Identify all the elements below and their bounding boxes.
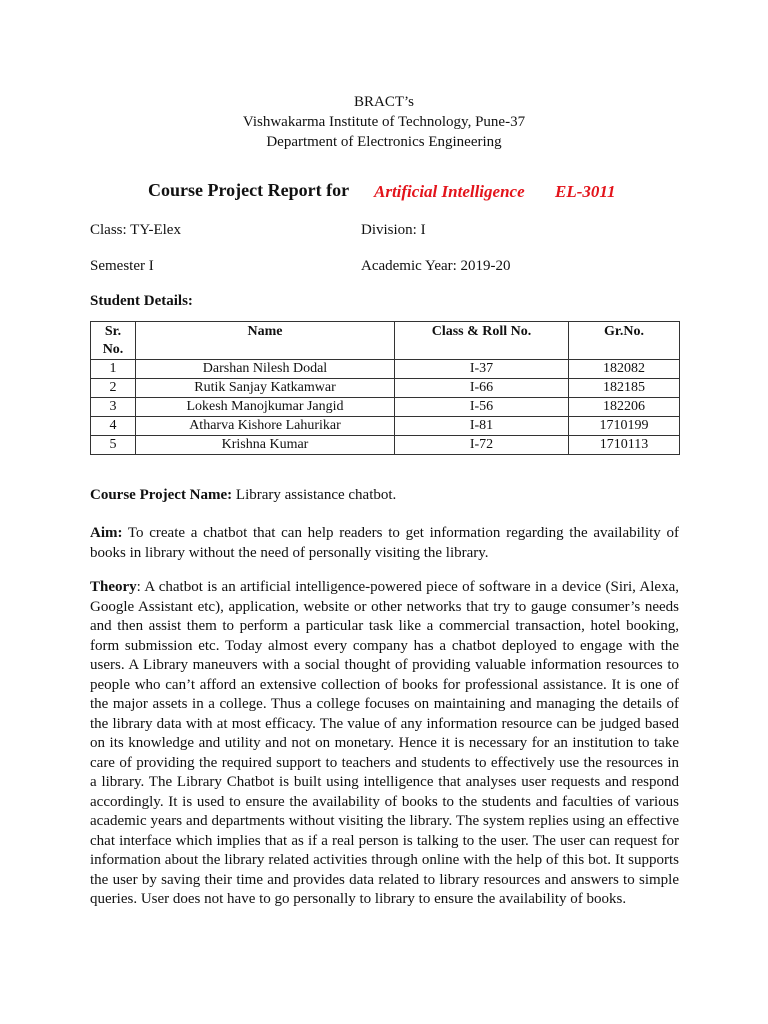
table-header-row: [91, 322, 680, 360]
course-project-name: [90, 487, 396, 504]
cell-gr-no: 182185: [569, 379, 680, 398]
cell-class-roll: I-56: [395, 398, 569, 417]
academic-year-field: Academic Year: 2019-20: [361, 258, 511, 274]
title-course-code: EL-3011: [555, 182, 616, 201]
cell-gr-no: 1710199: [569, 417, 680, 436]
cell-class-roll: I-81: [395, 417, 569, 436]
table-row: [91, 436, 680, 455]
semester-field: Semester I: [90, 258, 154, 274]
student-details-table: [90, 321, 680, 455]
table-row: [91, 417, 680, 436]
header-sr-no: Sr. No.: [91, 322, 136, 360]
institution-header: [0, 92, 768, 152]
project-name-value: Library assistance chatbot.: [232, 487, 397, 503]
cell-name: Krishna Kumar: [136, 436, 395, 455]
cell-name: Atharva Kishore Lahurikar: [136, 417, 395, 436]
aim-paragraph: [90, 524, 679, 563]
header-line-department: Department of Electronics Engineering: [266, 134, 502, 150]
header-class-roll: Class & Roll No.: [395, 322, 569, 360]
cell-name: Lokesh Manojkumar Jangid: [136, 398, 395, 417]
cell-sr-no: 2: [91, 379, 136, 398]
aim-label: Aim:: [90, 525, 123, 541]
cell-gr-no: 182082: [569, 360, 680, 379]
cell-name: Rutik Sanjay Katkamwar: [136, 379, 395, 398]
class-field: Class: TY-Elex: [90, 222, 181, 238]
theory-label: Theory: [90, 579, 137, 595]
header-line-bract: BRACT’s: [353, 94, 414, 110]
cell-gr-no: 1710113: [569, 436, 680, 455]
title-subject: Artificial Intelligence: [374, 182, 525, 201]
cell-class-roll: I-72: [395, 436, 569, 455]
theory-text: : A chatbot is an artificial intelligence-powered piece of software in a device (Siri, Alexa, Google Assistant etc), application, website or other networks that try to gauge consumer’s needs and then assist them to perform a particular task like a commercial transaction, hotel booking, form submission etc. Today almost every company has a chatbot deployed to engage with the users. A Library maneuvers with a social thought of providing valuable information resources to people who can’t afford an extensive collection of books for professional assistance. It is one of the major assets in a college. Thus a college focuses on maintaining and managing the details of the library data with at most efficacy. The value of any information resource can be judged based on its knowledge and utility and not on monetary. Hence it is necessary for an institution to take care of providing the required support to teachers and students to effectively use the resources in a library. The Library Chatbot is built using intelligence that analyses user requests and respond accordingly. It is used to ensure the availability of books to the students and faculties of various academic years and departments without visiting the library. The system replies using an effective chat interface which implies that as if a real person is talking to the user. The user can request for information about the library related activities through online with the help of this bot. It supports the user by saving their time and provides data related to library resources and answers to simple queries. User does not have to go personally to library to ensure the availability of books.: [90, 579, 679, 907]
student-details-heading: Student Details:: [90, 293, 193, 309]
header-name: Name: [136, 322, 395, 360]
theory-paragraph: [90, 578, 679, 910]
cell-name: Darshan Nilesh Dodal: [136, 360, 395, 379]
table-row: [91, 360, 680, 379]
report-title: [0, 180, 768, 204]
table-row: [91, 379, 680, 398]
header-line-institute: Vishwakarma Institute of Technology, Pune-37: [242, 114, 526, 130]
cell-class-roll: I-66: [395, 379, 569, 398]
cell-sr-no: 1: [91, 360, 136, 379]
division-field: Division: I: [361, 222, 426, 238]
cell-gr-no: 182206: [569, 398, 680, 417]
cell-sr-no: 5: [91, 436, 136, 455]
cell-sr-no: 3: [91, 398, 136, 417]
project-name-label: Course Project Name:: [90, 487, 233, 503]
table-row: [91, 398, 680, 417]
title-prefix: Course Project Report for: [148, 180, 350, 200]
aim-text: To create a chatbot that can help readers to get information regarding the availability of books in library without the need of personally visiting the library.: [90, 525, 679, 561]
cell-class-roll: I-37: [395, 360, 569, 379]
header-gr-no: Gr.No.: [569, 322, 680, 360]
cell-sr-no: 4: [91, 417, 136, 436]
